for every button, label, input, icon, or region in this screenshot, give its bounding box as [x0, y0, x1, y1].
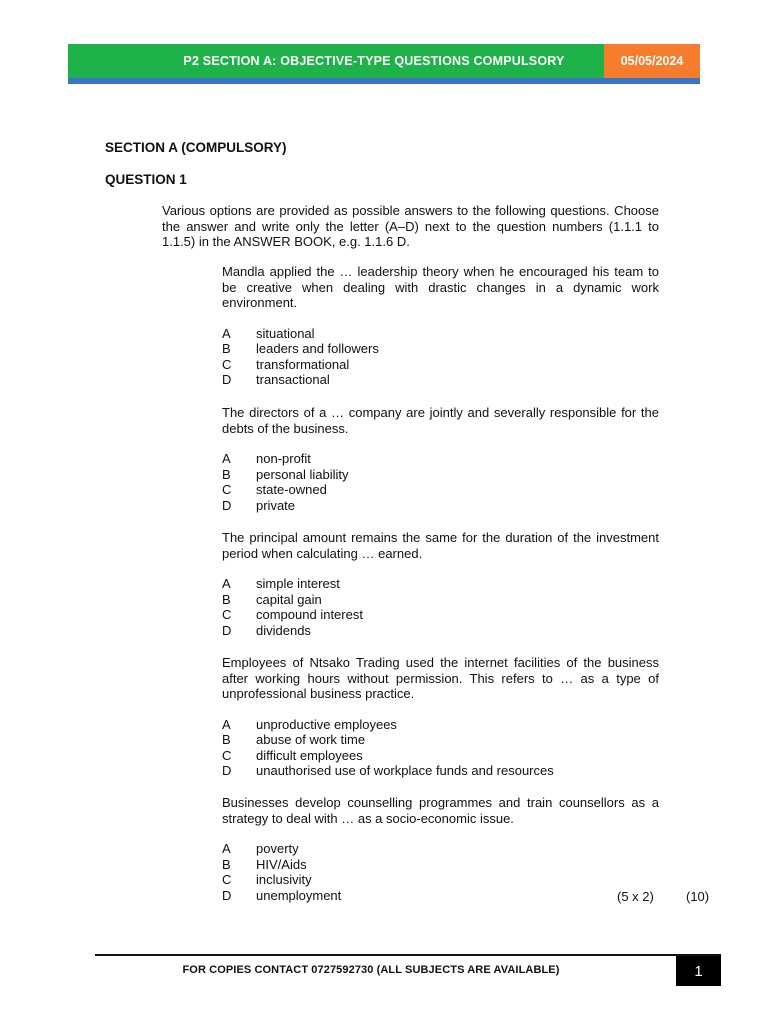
option-text: simple interest — [256, 576, 340, 591]
section-title: SECTION A (COMPULSORY) — [105, 140, 287, 155]
option — [222, 623, 659, 639]
footer-contact: FOR COPIES CONTACT 0727592730 (ALL SUBJECTS ARE AVAILABLE) — [182, 964, 560, 976]
option-letter: B — [222, 466, 231, 482]
option-text: leaders and followers — [256, 341, 379, 356]
option-letter: D — [222, 622, 232, 638]
option — [222, 748, 659, 764]
question-block — [222, 264, 659, 388]
option — [222, 763, 659, 779]
option-text: state-owned — [256, 482, 327, 497]
option-text: capital gain — [256, 591, 322, 607]
header-title: P2 SECTION A: OBJECTIVE-TYPE QUESTIONS COMPULSORY — [183, 54, 565, 68]
header-rule — [68, 78, 700, 84]
header-date: 05/05/2024 — [604, 44, 700, 78]
option-text: difficult employees — [256, 747, 363, 763]
option — [222, 372, 659, 388]
option-letter: B — [222, 856, 231, 872]
option-letter: D — [222, 763, 232, 778]
option — [222, 841, 659, 857]
option-letter: D — [222, 372, 232, 387]
page-number: 1 — [676, 956, 721, 986]
option-text: unproductive employees — [256, 716, 397, 732]
option-letter: D — [222, 887, 232, 903]
option-letter: C — [222, 872, 232, 887]
option — [222, 592, 659, 608]
option — [222, 857, 659, 873]
option-text: unauthorised use of workplace funds and resources — [256, 763, 554, 778]
option — [222, 482, 659, 498]
option-text: transactional — [256, 372, 330, 387]
option — [222, 341, 659, 357]
option-letter: B — [222, 341, 231, 356]
option-letter: A — [222, 841, 231, 856]
option — [222, 888, 659, 904]
option — [222, 357, 659, 373]
option-letter: D — [222, 497, 232, 513]
option-letter: B — [222, 591, 231, 607]
option — [222, 498, 659, 514]
option-text: dividends — [256, 622, 311, 638]
header-bar — [68, 44, 700, 78]
option-letter: A — [222, 325, 231, 341]
option-text: unemployment — [256, 887, 342, 903]
option-letter: C — [222, 747, 232, 763]
option-text: private — [256, 497, 296, 513]
question-stem: The directors of a … company are jointly and severally responsible for the debts of the business. — [222, 405, 659, 436]
question-stem: The principal amount remains the same for the duration of the investment period when calculating … earned. — [222, 530, 659, 561]
instructions: Various options are provided as possible answers to the following questions. Choose the answer and write only the letter (A–D) next to the question numbers (1.1.1 to 1.1.5) in the ANSWER BOOK, e.g. 1.1.6 D. — [162, 203, 659, 249]
question-block — [222, 530, 659, 638]
option-text: compound interest — [256, 607, 363, 622]
option — [222, 607, 659, 623]
marks-total: (10) — [686, 889, 710, 904]
option-text: inclusivity — [256, 872, 312, 887]
option-letter: A — [222, 576, 231, 591]
question-block — [222, 655, 659, 779]
option-letter: C — [222, 482, 232, 497]
option — [222, 326, 659, 342]
option-text: non-profit — [256, 451, 311, 466]
option-letter: B — [222, 732, 231, 747]
option — [222, 451, 659, 467]
question-stem: Mandla applied the … leadership theory when he encouraged his team to be creative when dealing with drastic changes in a dynamic work environment. — [222, 264, 659, 310]
question-stem: Employees of Ntsako Trading used the internet facilities of the business after working hours without permission. This refers to … as a type of unprofessional business practice. — [222, 655, 659, 701]
option-letter: C — [222, 356, 232, 372]
option — [222, 732, 659, 748]
option-text: situational — [256, 325, 315, 341]
option — [222, 576, 659, 592]
question-block — [222, 795, 659, 903]
option-text: poverty — [256, 841, 299, 856]
option-text: personal liability — [256, 466, 349, 482]
option-letter: A — [222, 451, 231, 466]
footer-rule — [95, 954, 721, 956]
option-text: transformational — [256, 356, 350, 372]
option-text: abuse of work time — [256, 732, 366, 747]
option-letter: C — [222, 607, 232, 622]
option — [222, 872, 659, 888]
option — [222, 467, 659, 483]
question-title: QUESTION 1 — [105, 172, 187, 187]
marks-calculation: (5 x 2) — [617, 889, 654, 904]
option — [222, 717, 659, 733]
option-letter: A — [222, 716, 231, 732]
option-text: HIV/Aids — [256, 856, 307, 872]
question-stem: Businesses develop counselling programmes and train counsellors as a strategy to deal with … as a socio-economic issue. — [222, 795, 659, 826]
question-block — [222, 405, 659, 513]
